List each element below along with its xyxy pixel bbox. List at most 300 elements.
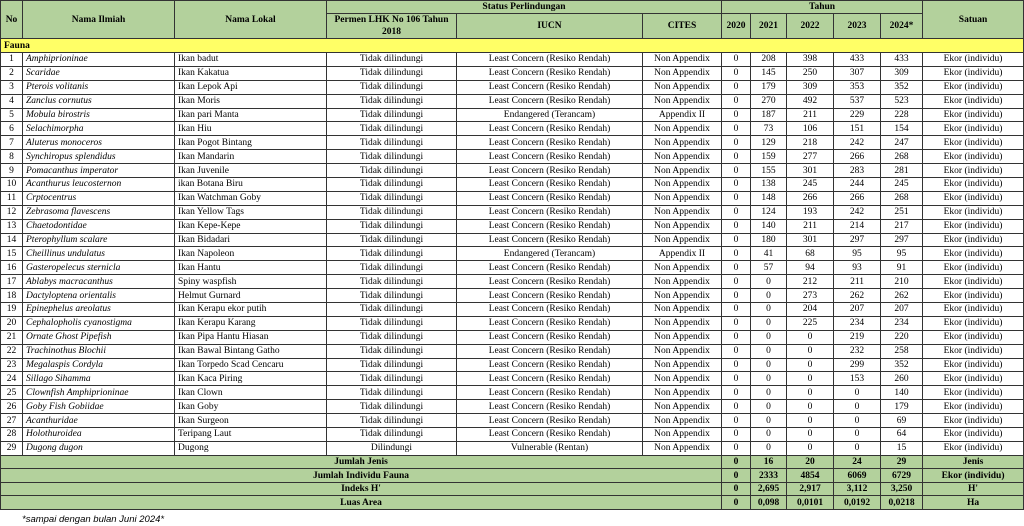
header-cites: CITES (643, 14, 722, 39)
local-name: Ikan Juvenile (175, 164, 327, 178)
scientific-name: Acanthurus leucosternon (23, 178, 175, 192)
permen-status: Tidak dilindungi (327, 400, 457, 414)
permen-status: Tidak dilindungi (327, 53, 457, 67)
local-name: Ikan Goby (175, 400, 327, 414)
scientific-name: Zanclus cornutus (23, 94, 175, 108)
row-no: 28 (1, 428, 23, 442)
cites-status: Non Appendix (643, 150, 722, 164)
table-row (1, 164, 1024, 178)
local-name: Ikan Lepok Api (175, 80, 327, 94)
count-2024: 95 (881, 247, 923, 261)
iucn-status: Endangered (Terancam) (457, 108, 643, 122)
scientific-name: Clownfish Amphiprioninae (23, 386, 175, 400)
count-2024: 210 (881, 275, 923, 289)
unit: Ekor (individu) (923, 94, 1024, 108)
count-2023: 0 (834, 400, 881, 414)
count-2023: 242 (834, 205, 881, 219)
row-no: 17 (1, 275, 23, 289)
iucn-status: Vulnerable (Rentan) (457, 441, 643, 455)
count-2020: 0 (722, 289, 751, 303)
scientific-name: Scaridae (23, 66, 175, 80)
count-2023: 0 (834, 441, 881, 455)
count-2024: 268 (881, 150, 923, 164)
iucn-status: Least Concern (Resiko Rendah) (457, 164, 643, 178)
summary-value-2021: 2,695 (751, 482, 787, 496)
row-no: 19 (1, 303, 23, 317)
cites-status: Non Appendix (643, 400, 722, 414)
cites-status: Non Appendix (643, 303, 722, 317)
count-2023: 433 (834, 53, 881, 67)
iucn-status: Least Concern (Resiko Rendah) (457, 80, 643, 94)
row-no: 4 (1, 94, 23, 108)
row-no: 20 (1, 316, 23, 330)
scientific-name: Acanthuridae (23, 414, 175, 428)
count-2020: 0 (722, 66, 751, 80)
count-2022: 0 (787, 386, 834, 400)
count-2021: 159 (751, 150, 787, 164)
count-2020: 0 (722, 428, 751, 442)
permen-status: Tidak dilindungi (327, 233, 457, 247)
local-name: Ikan Kaca Piring (175, 372, 327, 386)
summary-unit: Jenis (923, 455, 1024, 469)
iucn-status: Least Concern (Resiko Rendah) (457, 219, 643, 233)
header-status-perlindungan: Status Perlindungan (327, 1, 722, 14)
permen-status: Tidak dilindungi (327, 330, 457, 344)
table-body (1, 39, 1024, 510)
permen-status: Tidak dilindungi (327, 136, 457, 150)
iucn-status: Least Concern (Resiko Rendah) (457, 205, 643, 219)
scientific-name: Zebrasoma flavescens (23, 205, 175, 219)
count-2023: 262 (834, 289, 881, 303)
local-name: Spiny waspfish (175, 275, 327, 289)
scientific-name: Mobula birostris (23, 108, 175, 122)
count-2022: 301 (787, 233, 834, 247)
count-2024: 15 (881, 441, 923, 455)
count-2020: 0 (722, 400, 751, 414)
count-2021: 0 (751, 316, 787, 330)
count-2023: 153 (834, 372, 881, 386)
count-2021: 0 (751, 358, 787, 372)
count-2024: 217 (881, 219, 923, 233)
iucn-status: Least Concern (Resiko Rendah) (457, 261, 643, 275)
scientific-name: Pterophyllum scalare (23, 233, 175, 247)
table-row (1, 122, 1024, 136)
count-2022: 245 (787, 178, 834, 192)
count-2020: 0 (722, 247, 751, 261)
count-2024: 245 (881, 178, 923, 192)
permen-status: Tidak dilindungi (327, 261, 457, 275)
cites-status: Non Appendix (643, 344, 722, 358)
scientific-name: Pomacanthus imperator (23, 164, 175, 178)
row-no: 25 (1, 386, 23, 400)
permen-status: Dilindungi (327, 441, 457, 455)
row-no: 24 (1, 372, 23, 386)
count-2023: 283 (834, 164, 881, 178)
count-2023: 353 (834, 80, 881, 94)
row-no: 13 (1, 219, 23, 233)
count-2024: 247 (881, 136, 923, 150)
table-row (1, 386, 1024, 400)
header-tahun: Tahun (722, 1, 923, 14)
header-year-2021: 2021 (751, 14, 787, 39)
cites-status: Non Appendix (643, 372, 722, 386)
header-satuan: Satuan (923, 1, 1024, 39)
count-2020: 0 (722, 80, 751, 94)
count-2024: 234 (881, 316, 923, 330)
iucn-status: Least Concern (Resiko Rendah) (457, 122, 643, 136)
row-no: 16 (1, 261, 23, 275)
count-2022: 0 (787, 372, 834, 386)
row-no: 22 (1, 344, 23, 358)
header-nama-lokal: Nama Lokal (175, 1, 327, 39)
unit: Ekor (individu) (923, 247, 1024, 261)
row-no: 6 (1, 122, 23, 136)
count-2023: 95 (834, 247, 881, 261)
count-2023: 242 (834, 136, 881, 150)
summary-label: Jumlah Jenis (1, 455, 722, 469)
cites-status: Non Appendix (643, 191, 722, 205)
count-2024: 352 (881, 80, 923, 94)
count-2020: 0 (722, 178, 751, 192)
count-2020: 0 (722, 205, 751, 219)
local-name: Ikan Mandarin (175, 150, 327, 164)
count-2023: 244 (834, 178, 881, 192)
header-year-2024: 2024* (881, 14, 923, 39)
count-2024: 64 (881, 428, 923, 442)
count-2021: 0 (751, 428, 787, 442)
count-2020: 0 (722, 191, 751, 205)
count-2021: 129 (751, 136, 787, 150)
count-2024: 140 (881, 386, 923, 400)
unit: Ekor (individu) (923, 53, 1024, 67)
permen-status: Tidak dilindungi (327, 66, 457, 80)
count-2022: 398 (787, 53, 834, 67)
local-name: ikan Botana Biru (175, 178, 327, 192)
local-name: Ikan Pipa Hantu Hiasan (175, 330, 327, 344)
summary-unit: Ekor (individu) (923, 469, 1024, 483)
count-2024: 220 (881, 330, 923, 344)
local-name: Ikan pari Manta (175, 108, 327, 122)
local-name: Ikan Bidadari (175, 233, 327, 247)
count-2022: 309 (787, 80, 834, 94)
unit: Ekor (individu) (923, 66, 1024, 80)
count-2022: 0 (787, 344, 834, 358)
count-2022: 0 (787, 400, 834, 414)
iucn-status: Endangered (Terancam) (457, 247, 643, 261)
summary-value-2020: 0 (722, 455, 751, 469)
row-no: 15 (1, 247, 23, 261)
row-no: 12 (1, 205, 23, 219)
local-name: Ikan Clown (175, 386, 327, 400)
cites-status: Non Appendix (643, 178, 722, 192)
permen-status: Tidak dilindungi (327, 178, 457, 192)
summary-value-2024: 3,250 (881, 482, 923, 496)
table-row (1, 94, 1024, 108)
local-name: Helmut Gurnard (175, 289, 327, 303)
count-2022: 266 (787, 191, 834, 205)
cites-status: Non Appendix (643, 53, 722, 67)
permen-status: Tidak dilindungi (327, 247, 457, 261)
count-2023: 219 (834, 330, 881, 344)
count-2021: 124 (751, 205, 787, 219)
iucn-status: Least Concern (Resiko Rendah) (457, 428, 643, 442)
count-2020: 0 (722, 414, 751, 428)
summary-value-2024: 0,0218 (881, 496, 923, 510)
local-name: Ikan Yellow Tags (175, 205, 327, 219)
unit: Ekor (individu) (923, 303, 1024, 317)
unit: Ekor (individu) (923, 400, 1024, 414)
scientific-name: Dactyloptena orientalis (23, 289, 175, 303)
unit: Ekor (individu) (923, 219, 1024, 233)
table-row (1, 136, 1024, 150)
count-2022: 0 (787, 428, 834, 442)
scientific-name: Goby Fish Gobiidae (23, 400, 175, 414)
summary-value-2021: 2333 (751, 469, 787, 483)
count-2022: 301 (787, 164, 834, 178)
count-2024: 258 (881, 344, 923, 358)
header-year-2020: 2020 (722, 14, 751, 39)
scientific-name: Epinephelus areolatus (23, 303, 175, 317)
count-2023: 537 (834, 94, 881, 108)
local-name: Ikan Torpedo Scad Cencaru (175, 358, 327, 372)
summary-value-2022: 2,917 (787, 482, 834, 496)
count-2020: 0 (722, 316, 751, 330)
unit: Ekor (individu) (923, 233, 1024, 247)
header-year-2022: 2022 (787, 14, 834, 39)
table-row (1, 178, 1024, 192)
count-2023: 297 (834, 233, 881, 247)
scientific-name: Amphiprioninae (23, 53, 175, 67)
count-2023: 211 (834, 275, 881, 289)
permen-status: Tidak dilindungi (327, 316, 457, 330)
iucn-status: Least Concern (Resiko Rendah) (457, 414, 643, 428)
count-2024: 228 (881, 108, 923, 122)
count-2020: 0 (722, 275, 751, 289)
count-2022: 204 (787, 303, 834, 317)
local-name: Ikan Moris (175, 94, 327, 108)
local-name: Ikan Hiu (175, 122, 327, 136)
unit: Ekor (individu) (923, 358, 1024, 372)
iucn-status: Least Concern (Resiko Rendah) (457, 178, 643, 192)
summary-value-2024: 29 (881, 455, 923, 469)
scientific-name: Gasteropelecus sternicla (23, 261, 175, 275)
cites-status: Non Appendix (643, 136, 722, 150)
cites-status: Non Appendix (643, 261, 722, 275)
row-no: 10 (1, 178, 23, 192)
scientific-name: Holothuroidea (23, 428, 175, 442)
count-2021: 41 (751, 247, 787, 261)
count-2024: 352 (881, 358, 923, 372)
count-2024: 91 (881, 261, 923, 275)
permen-status: Tidak dilindungi (327, 275, 457, 289)
permen-status: Tidak dilindungi (327, 358, 457, 372)
count-2022: 218 (787, 136, 834, 150)
permen-status: Tidak dilindungi (327, 386, 457, 400)
section-row-fauna (1, 39, 1024, 53)
local-name: Ikan Kerapu Karang (175, 316, 327, 330)
cites-status: Non Appendix (643, 414, 722, 428)
summary-value-2022: 0,0101 (787, 496, 834, 510)
count-2021: 0 (751, 414, 787, 428)
count-2022: 273 (787, 289, 834, 303)
count-2022: 68 (787, 247, 834, 261)
count-2022: 277 (787, 150, 834, 164)
count-2023: 229 (834, 108, 881, 122)
local-name: Teripang Laut (175, 428, 327, 442)
local-name: Ikan Surgeon (175, 414, 327, 428)
count-2023: 299 (834, 358, 881, 372)
scientific-name: Chaetodontidae (23, 219, 175, 233)
table-row (1, 108, 1024, 122)
iucn-status: Least Concern (Resiko Rendah) (457, 303, 643, 317)
table-row (1, 414, 1024, 428)
summary-value-2020: 0 (722, 469, 751, 483)
table-row (1, 66, 1024, 80)
scientific-name: Trachinothus Blochii (23, 344, 175, 358)
count-2024: 281 (881, 164, 923, 178)
count-2022: 211 (787, 108, 834, 122)
count-2021: 155 (751, 164, 787, 178)
permen-status: Tidak dilindungi (327, 303, 457, 317)
count-2021: 179 (751, 80, 787, 94)
count-2020: 0 (722, 358, 751, 372)
count-2020: 0 (722, 94, 751, 108)
table-row (1, 358, 1024, 372)
summary-value-2022: 20 (787, 455, 834, 469)
iucn-status: Least Concern (Resiko Rendah) (457, 400, 643, 414)
count-2020: 0 (722, 344, 751, 358)
iucn-status: Least Concern (Resiko Rendah) (457, 358, 643, 372)
scientific-name: Dugong dugon (23, 441, 175, 455)
table-row (1, 303, 1024, 317)
summary-value-2023: 0,0192 (834, 496, 881, 510)
unit: Ekor (individu) (923, 150, 1024, 164)
unit: Ekor (individu) (923, 275, 1024, 289)
cites-status: Non Appendix (643, 358, 722, 372)
count-2024: 69 (881, 414, 923, 428)
table-row (1, 316, 1024, 330)
summary-row-luas-area (1, 496, 1024, 510)
iucn-status: Least Concern (Resiko Rendah) (457, 275, 643, 289)
iucn-status: Least Concern (Resiko Rendah) (457, 94, 643, 108)
permen-status: Tidak dilindungi (327, 80, 457, 94)
count-2024: 309 (881, 66, 923, 80)
table-row (1, 275, 1024, 289)
unit: Ekor (individu) (923, 191, 1024, 205)
row-no: 5 (1, 108, 23, 122)
header-iucn: IUCN (457, 14, 643, 39)
row-no: 18 (1, 289, 23, 303)
cites-status: Non Appendix (643, 441, 722, 455)
row-no: 2 (1, 66, 23, 80)
permen-status: Tidak dilindungi (327, 428, 457, 442)
permen-status: Tidak dilindungi (327, 108, 457, 122)
permen-status: Tidak dilindungi (327, 414, 457, 428)
permen-status: Tidak dilindungi (327, 191, 457, 205)
row-no: 14 (1, 233, 23, 247)
iucn-status: Least Concern (Resiko Rendah) (457, 330, 643, 344)
count-2021: 180 (751, 233, 787, 247)
count-2021: 0 (751, 372, 787, 386)
scientific-name: Ablabys macracanthus (23, 275, 175, 289)
count-2021: 0 (751, 441, 787, 455)
table-row (1, 261, 1024, 275)
count-2021: 0 (751, 344, 787, 358)
permen-status: Tidak dilindungi (327, 122, 457, 136)
count-2021: 0 (751, 289, 787, 303)
count-2021: 145 (751, 66, 787, 80)
table-row (1, 80, 1024, 94)
permen-status: Tidak dilindungi (327, 372, 457, 386)
count-2022: 0 (787, 414, 834, 428)
cites-status: Non Appendix (643, 428, 722, 442)
count-2020: 0 (722, 122, 751, 136)
iucn-status: Least Concern (Resiko Rendah) (457, 344, 643, 358)
table-row (1, 289, 1024, 303)
scientific-name: Selachimorpha (23, 122, 175, 136)
unit: Ekor (individu) (923, 386, 1024, 400)
count-2021: 73 (751, 122, 787, 136)
iucn-status: Least Concern (Resiko Rendah) (457, 150, 643, 164)
local-name: Ikan Watchman Goby (175, 191, 327, 205)
count-2023: 0 (834, 386, 881, 400)
count-2020: 0 (722, 219, 751, 233)
permen-status: Tidak dilindungi (327, 344, 457, 358)
count-2021: 0 (751, 400, 787, 414)
count-2022: 94 (787, 261, 834, 275)
local-name: Ikan Pogot Bintang (175, 136, 327, 150)
summary-label: Jumlah Individu Fauna (1, 469, 722, 483)
count-2022: 211 (787, 219, 834, 233)
iucn-status: Least Concern (Resiko Rendah) (457, 316, 643, 330)
permen-status: Tidak dilindungi (327, 94, 457, 108)
permen-status: Tidak dilindungi (327, 289, 457, 303)
count-2024: 260 (881, 372, 923, 386)
count-2023: 207 (834, 303, 881, 317)
unit: Ekor (individu) (923, 108, 1024, 122)
iucn-status: Least Concern (Resiko Rendah) (457, 289, 643, 303)
local-name: Dugong (175, 441, 327, 455)
cites-status: Non Appendix (643, 233, 722, 247)
scientific-name: Pterois volitanis (23, 80, 175, 94)
count-2024: 179 (881, 400, 923, 414)
count-2020: 0 (722, 372, 751, 386)
row-no: 26 (1, 400, 23, 414)
summary-value-2023: 6069 (834, 469, 881, 483)
table-header (1, 1, 1024, 39)
count-2020: 0 (722, 261, 751, 275)
cites-status: Non Appendix (643, 386, 722, 400)
count-2024: 262 (881, 289, 923, 303)
count-2024: 154 (881, 122, 923, 136)
unit: Ekor (individu) (923, 136, 1024, 150)
table-row (1, 344, 1024, 358)
row-no: 21 (1, 330, 23, 344)
count-2021: 0 (751, 330, 787, 344)
summary-row-jumlah-jenis (1, 455, 1024, 469)
iucn-status: Least Concern (Resiko Rendah) (457, 53, 643, 67)
permen-status: Tidak dilindungi (327, 164, 457, 178)
count-2023: 93 (834, 261, 881, 275)
summary-value-2023: 24 (834, 455, 881, 469)
summary-unit: Ha (923, 496, 1024, 510)
row-no: 23 (1, 358, 23, 372)
cites-status: Non Appendix (643, 205, 722, 219)
local-name: Ikan Hantu (175, 261, 327, 275)
unit: Ekor (individu) (923, 80, 1024, 94)
permen-status: Tidak dilindungi (327, 219, 457, 233)
summary-value-2021: 0,098 (751, 496, 787, 510)
